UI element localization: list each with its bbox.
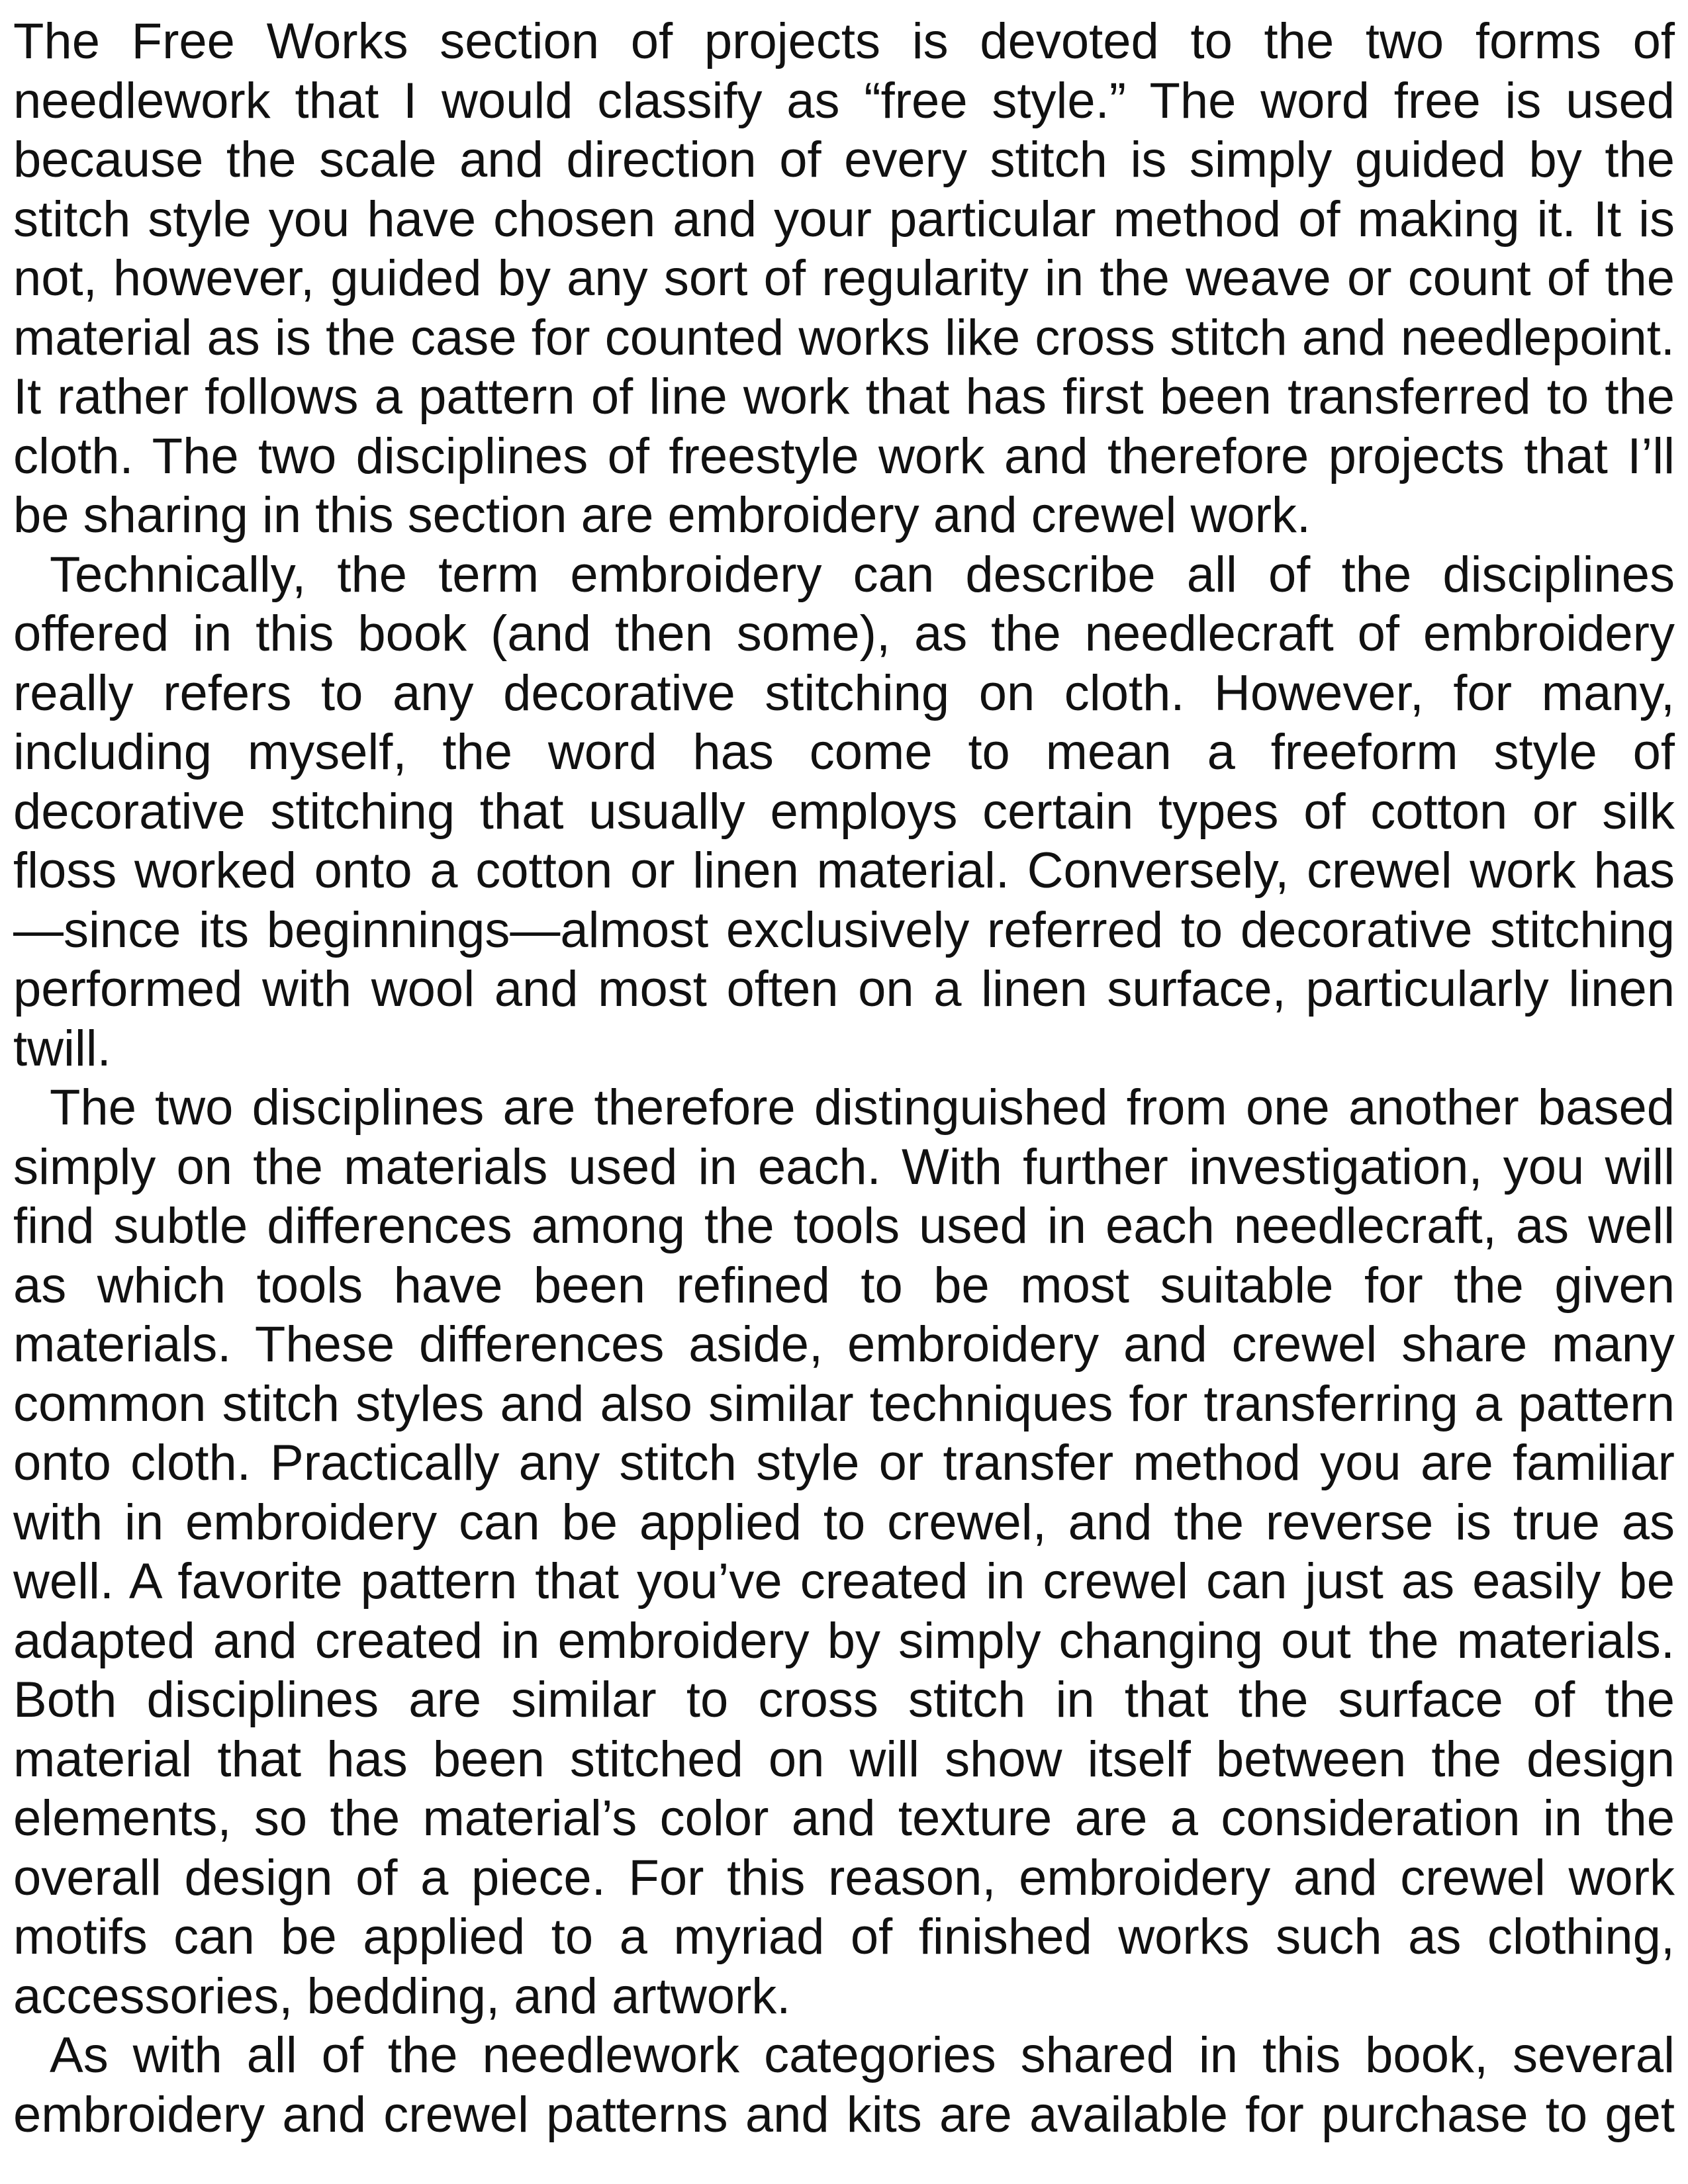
document-page — [13, 12, 1675, 2144]
paragraph-embroidery-definition: Technically, the term embroidery can describe all of the disciplines offered in this book (and then some), as the needlecraft of embroidery really refers to any decorative stitching on cloth. However, for many, including myself, the word has come to mean a freeform style of decorative stitching that usually employs certain types of cotton or silk floss worked onto a cotton or linen material. Conversely, crewel work has —since its beginnings—almost exclusively referred to decorative stitching performed with wool and most often on a linen surface, particularly linen twill. — [13, 546, 1675, 1077]
paragraph-patterns-and-kits: As with all of the needlework categories shared in this book, several embroidery and crewel patterns and kits are available for purchase to get — [13, 2027, 1675, 2143]
paragraph-free-works-intro: The Free Works section of projects is devoted to the two forms of needlework that I would classify as “free style.” The word free is used because the scale and direction of every stitch is simply guided by the stitch style you have chosen and your particular method of making it. It is not, however, guided by any sort of regularity in the weave or count of the material as is the case for counted works like cross stitch and needlepoint. It rather follows a pattern of line work that has first been transferred to the cloth. The two disciplines of freestyle work and therefore projects that I’ll be sharing in this section are embroidery and crewel work. — [13, 13, 1675, 543]
paragraph-disciplines-comparison: The two disciplines are therefore distinguished from one another based simply on the materials used in each. With further investigation, you will find subtle differences among the tools used in each needlecraft, as well as which tools have been refined to be most suitable for the given materials. These differences aside, embroidery and crewel share many common stitch styles and also similar techniques for transferring a pattern onto cloth. Practically any stitch style or transfer method you are familiar with in embroidery can be applied to crewel, and the reverse is true as well. A favorite pattern that you’ve created in crewel can just as easily be adapted and created in embroidery by simply changing out the materials. Both disciplines are similar to cross stitch in that the surface of the material that has been stitched on will show itself between the design elements, so the material’s color and texture are a consideration in the overall design of a piece. For this reason, embroidery and crewel work motifs can be applied to a myriad of finished works such as clothing, accessories, bedding, and artwork. — [13, 1079, 1675, 2025]
